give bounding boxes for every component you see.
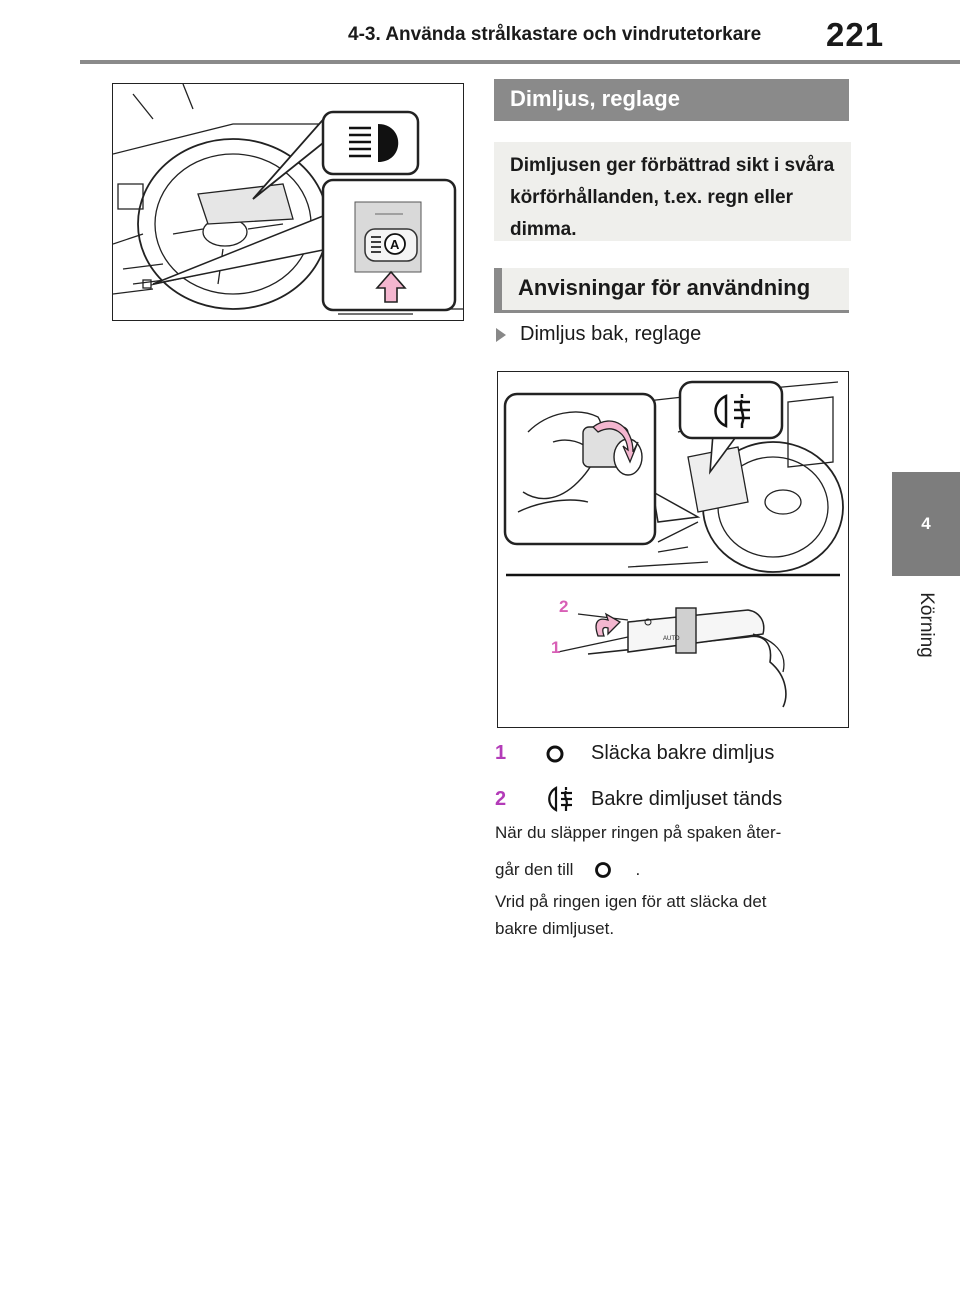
header-section-title: 4-3. Använda strålkastare och vindrutetorkare — [348, 24, 762, 45]
dashboard-illustration — [113, 84, 463, 320]
item-number: 1 — [495, 742, 507, 764]
turn-arrow-icon — [596, 614, 620, 636]
figure-front-fog-switch — [112, 83, 464, 321]
note-line-2-text: går den till — [495, 860, 574, 879]
section-heading-text: Dimljus, reglage — [510, 86, 680, 111]
intro-text: Dimljusen ger förbättrad sikt i svåra körförhållanden, t.ex. regn eller dimma. — [510, 155, 835, 240]
note-line-1: När du släpper ringen på spaken åter- — [495, 823, 782, 842]
item-text: Bakre dimljuset tänds — [591, 787, 783, 810]
callout-rear-fog-indicator — [680, 382, 782, 438]
item-text: Släcka bakre dimljus — [591, 742, 775, 764]
off-ring-icon — [545, 743, 591, 765]
bullet-arrow-icon — [496, 328, 506, 342]
off-ring-icon — [593, 860, 613, 880]
chapter-label: Körning — [916, 592, 937, 658]
header-divider — [80, 60, 960, 64]
note-line-2 — [495, 857, 640, 883]
bullet-text: Dimljus bak, reglage — [520, 323, 702, 345]
auto-label: AUTO — [663, 636, 680, 642]
section-heading-fog-switch — [494, 79, 849, 121]
section-heading-text: Anvisningar för användning — [518, 275, 811, 300]
list-item — [495, 785, 782, 813]
rear-fog-illustration — [498, 372, 848, 727]
chapter-number: 4 — [921, 514, 931, 533]
callout-1: 1 — [551, 638, 561, 657]
note-line-4: bakre dimljuset. — [495, 919, 615, 938]
figure-rear-fog-switch — [497, 371, 849, 728]
list-item — [495, 742, 774, 765]
page-number: 221 — [826, 16, 885, 53]
note-line-3: Vrid på ringen igen för att släcka det — [495, 892, 767, 911]
section-heading-instructions — [494, 268, 849, 313]
chapter-tab — [892, 472, 960, 576]
svg-text:A: A — [390, 237, 400, 252]
intro-box — [494, 142, 851, 241]
rear-fog-icon — [545, 785, 591, 813]
callout-2: 2 — [559, 597, 569, 616]
item-number: 2 — [495, 787, 507, 810]
bullet-rear-fog — [496, 323, 701, 346]
note-line-2-period: . — [635, 860, 641, 879]
